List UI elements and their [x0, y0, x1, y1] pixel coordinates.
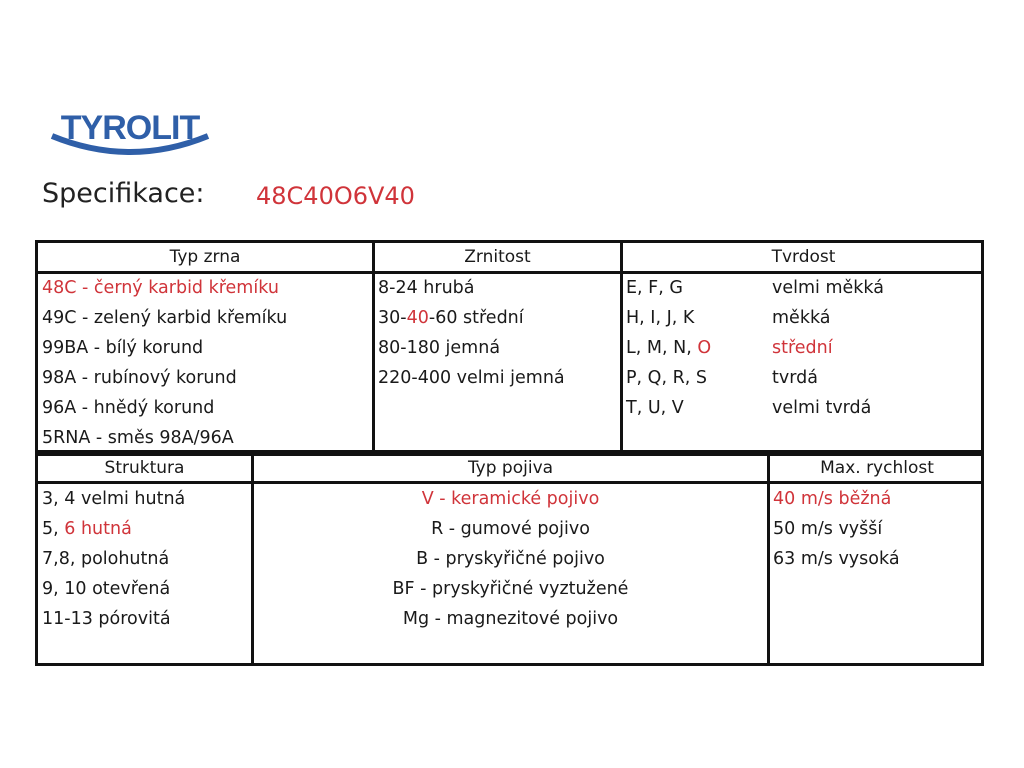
hardness-desc: měkká	[772, 308, 831, 328]
logo-text: TYROLIT	[60, 109, 200, 147]
structure-item: 5, 6 hutná	[42, 519, 132, 539]
header-structure: Struktura	[104, 458, 185, 478]
spec-code: 48C40O6V40	[256, 182, 415, 210]
hardness-letters: P, Q, R, S	[626, 368, 707, 388]
speed-item: 50 m/s vyšší	[773, 519, 883, 539]
hardness-desc: velmi měkká	[772, 278, 884, 298]
speed-item: 40 m/s běžná	[773, 489, 892, 509]
hardness-desc: tvrdá	[772, 368, 818, 388]
grain-item: 5RNA - směs 98A/96A	[42, 428, 234, 448]
grain-item: 48C - černý karbid křemíku	[42, 278, 279, 298]
bond-item: B - pryskyřičné pojivo	[416, 549, 605, 569]
hardness-letters: T, U, V	[626, 398, 684, 418]
header-hardness: Tvrdost	[771, 247, 836, 267]
hardness-letters: H, I, J, K	[626, 308, 695, 328]
grit-item: 220-400 velmi jemná	[378, 368, 565, 388]
bond-item: Mg - magnezitové pojivo	[402, 609, 619, 629]
grit-item: 30-40-60 střední	[378, 308, 524, 328]
structure-item: 3, 4 velmi hutná	[42, 489, 186, 509]
grain-item: 49C - zelený karbid křemíku	[42, 308, 288, 328]
hardness-desc: velmi tvrdá	[772, 398, 872, 418]
spec-label: Specifikace:	[42, 178, 205, 209]
table-bottom	[35, 453, 984, 666]
tyrolit-logo	[50, 106, 210, 164]
header-grit: Zrnitost	[464, 247, 531, 267]
speed-item: 63 m/s vysoká	[773, 549, 900, 569]
structure-item: 7,8, polohutná	[42, 549, 170, 569]
bond-item: V - keramické pojivo	[421, 489, 600, 509]
header-grain-type: Typ zrna	[169, 247, 241, 267]
table-top	[35, 240, 984, 453]
structure-item: 9, 10 otevřená	[42, 579, 171, 599]
grain-item: 98A - rubínový korund	[42, 368, 237, 388]
bond-item: R - gumové pojivo	[431, 519, 590, 539]
structure-item: 11-13 pórovitá	[42, 609, 171, 629]
grit-item: 80-180 jemná	[378, 338, 501, 358]
bond-item: BF - pryskyřičné vyztužené	[392, 579, 629, 599]
header-bond: Typ pojiva	[467, 458, 554, 478]
header-max-speed: Max. rychlost	[820, 458, 934, 478]
grain-item: 99BA - bílý korund	[42, 338, 204, 358]
hardness-letters: E, F, G	[626, 278, 683, 298]
grain-item: 96A - hnědý korund	[42, 398, 215, 418]
grit-item: 8-24 hrubá	[378, 278, 475, 298]
hardness-desc: střední	[772, 338, 833, 358]
hardness-letters: L, M, N, O	[626, 338, 712, 358]
